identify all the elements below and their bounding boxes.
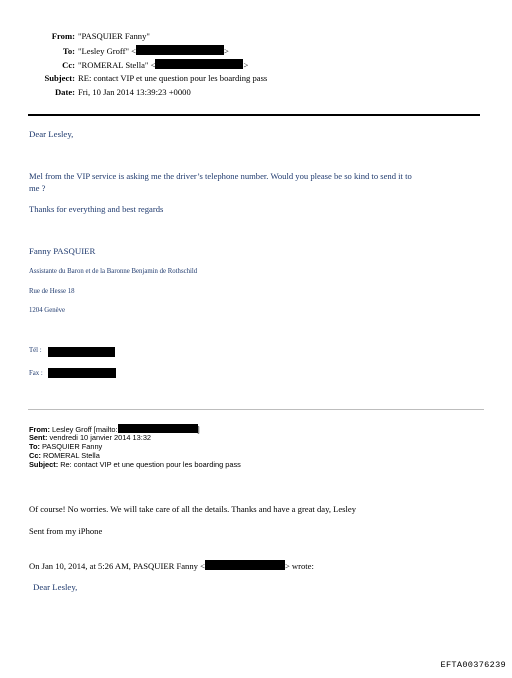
header-to-value [75,46,229,56]
signature-title: Assistante du Baron et de la Baronne Benjamin de Rothschild [29,268,198,275]
header-date-label: Date: [54,87,75,97]
reply-cc-label: Cc: [29,451,41,460]
body-greeting: Dear Lesley, [29,129,74,139]
header-to-label: To: [62,46,75,56]
body-paragraph-line1: Mel from the VIP service is asking me the driver’s telephone number. Would you please be so kind to send it to [29,171,412,181]
header-to-prefix: "Lesley Groff" < [78,46,136,56]
reply-subject-value: Re: contact VIP et une question pour les boarding pass [60,460,241,469]
redaction-box [155,59,243,69]
header-from-value: "PASQUIER Fanny" [78,31,150,41]
redaction-box [48,368,116,378]
header-to-row [0,45,229,56]
header-subject-row [0,73,267,83]
redaction-box [118,424,198,433]
header-from-row [0,31,150,41]
redaction-box [205,560,285,570]
signature-fax [29,370,43,377]
signature-tel [29,347,42,354]
reply-to-row [29,442,102,451]
reply-divider [28,409,484,410]
reply-quote-greeting: Dear Lesley, [33,582,78,592]
header-from-label: From: [51,31,75,41]
reply-to-value: PASQUIER Fanny [42,442,103,451]
redaction-box [48,347,115,357]
redaction-box [136,45,224,55]
header-subject-label: Subject: [44,73,75,83]
reply-from-value: Lesley Groff [mailto: [52,425,118,434]
reply-body-line1: Of course! No worries. We will take care of all the details. Thanks and have a great day, Lesley [29,504,357,514]
reply-quote-suffix: > wrote: [284,561,314,571]
header-divider [28,114,480,116]
header-to-suffix: > [224,46,229,56]
reply-body-line2: Sent from my iPhone [29,526,103,536]
reply-sent-value: vendredi 10 janvier 2014 13:32 [49,433,152,442]
header-cc-row [0,59,248,70]
reply-cc-value: ROMERAL Stella [42,451,100,460]
signature-street: Rue de Hesse 18 [29,288,75,295]
header-cc-prefix: "ROMERAL Stella" < [78,60,156,70]
header-date-value: Fri, 10 Jan 2014 13:39:23 +0000 [78,87,191,97]
reply-quote-prefix: On Jan 10, 2014, at 5:26 AM, PASQUIER Fanny < [29,561,205,571]
reply-cc-row [29,451,100,460]
reply-quote-line [29,560,314,571]
reply-from-label: From: [29,425,50,434]
header-cc-label: Cc: [62,60,75,70]
header-subject-value: RE: contact VIP et une question pour les boarding pass [78,73,268,83]
reply-to-label: To: [29,442,40,451]
signature-fax-label: Fax : [29,370,43,377]
signature-name: Fanny PASQUIER [29,246,96,256]
reply-subject-label: Subject: [29,460,59,469]
header-cc-suffix: > [243,60,249,70]
signature-tel-label: Tél : [29,347,42,354]
header-cc-value [75,60,248,70]
reply-sent-row [29,433,151,442]
body-paragraph-line2: me ? [29,183,46,193]
reply-subject-row [29,460,241,469]
signature-city: 1204 Genève [29,307,66,314]
body-thanks: Thanks for everything and best regards [29,204,164,214]
header-date-row [0,87,191,97]
document-id: EFTA00376239 [440,660,506,670]
reply-sent-label: Sent: [29,433,48,442]
reply-from-suffix: ] [197,425,200,434]
